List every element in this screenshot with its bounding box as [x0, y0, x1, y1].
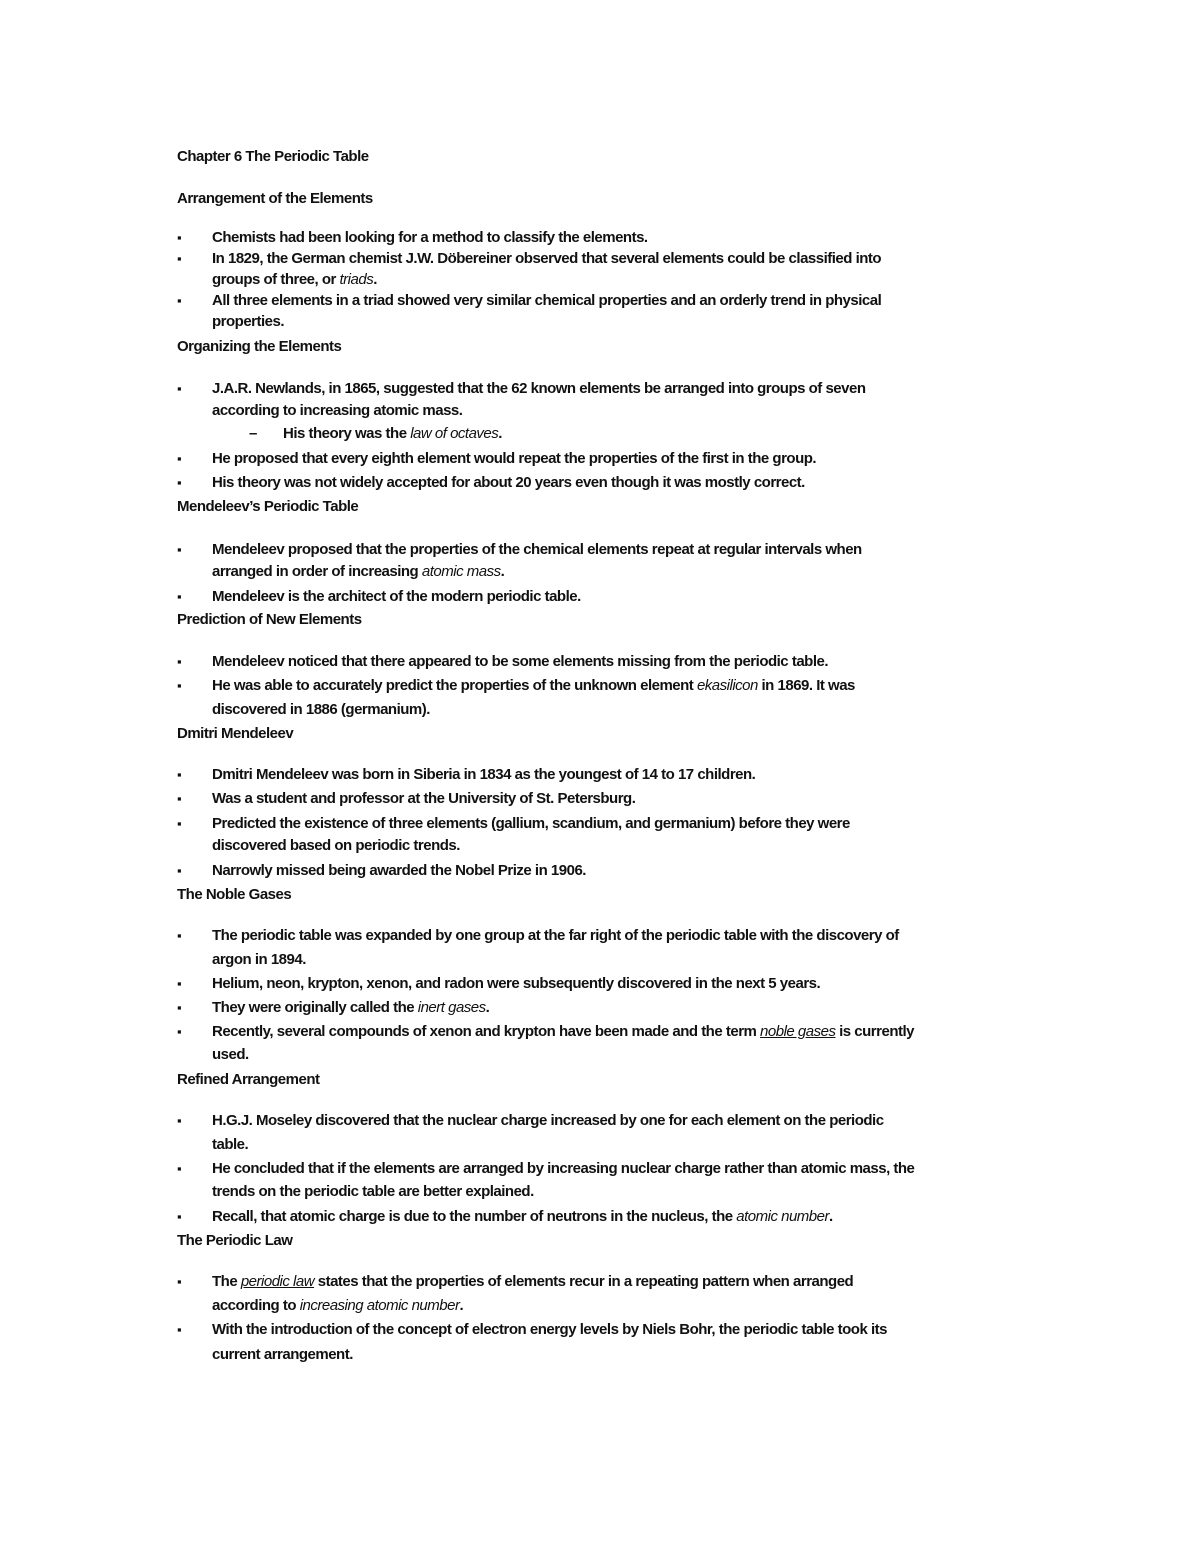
bullet-text-line	[212, 1022, 914, 1042]
bullet-icon: ▪	[177, 542, 182, 557]
text-run: Recall, that atomic charge is due to the number of neutrons in the nucleus, the	[212, 1208, 737, 1225]
bullet-icon: ▪	[177, 230, 182, 245]
text-run: The periodic table was expanded by one group at the far right of the periodic table with the discovery of	[212, 927, 899, 944]
text-run: Mendeleev proposed that the properties of the chemical elements repeat at regular intervals when	[212, 541, 862, 558]
text-run: His theory was not widely accepted for about 20 years even though it was mostly correct.	[212, 474, 805, 491]
text-run: His theory was the	[283, 425, 411, 442]
bullet-text-line	[212, 1272, 853, 1292]
bullet-text-line	[212, 950, 306, 970]
bullet-text-line	[212, 1345, 353, 1365]
underlined-term: periodic law	[240, 1273, 315, 1290]
text-run: He proposed that every eighth element would repeat the properties of the first in the group.	[212, 450, 817, 467]
text-run: .	[498, 425, 502, 442]
bullet-text-line	[212, 449, 816, 469]
bullet-icon: ▪	[177, 654, 182, 669]
bullet-text-line	[212, 700, 430, 720]
bullet-icon: ▪	[177, 791, 182, 806]
bullet-text-line	[212, 587, 581, 607]
bullet-text-line	[212, 270, 377, 290]
bullet-icon: ▪	[177, 1274, 182, 1289]
bullet-icon: ▪	[177, 1000, 182, 1015]
underlined-term: noble gases	[760, 1023, 836, 1040]
section-heading: Refined Arrangement	[177, 1071, 320, 1088]
page-title: Chapter 6 The Periodic Table	[177, 148, 369, 165]
bullet-text-line	[212, 1045, 249, 1065]
text-run: table.	[212, 1136, 249, 1153]
bullet-text-line	[212, 401, 462, 421]
italic-term: law of octaves	[410, 425, 499, 442]
bullet-text-line	[212, 676, 855, 696]
bullet-icon: ▪	[177, 678, 182, 693]
bullet-text-line	[212, 1111, 884, 1131]
text-run: is currently	[835, 1023, 914, 1040]
text-run: H.G.J. Moseley discovered that the nuclear charge increased by one for each element on the periodic	[212, 1112, 884, 1129]
text-run: With the introduction of the concept of electron energy levels by Niels Bohr, the periodic table took its	[212, 1321, 887, 1338]
text-run: Narrowly missed being awarded the Nobel Prize in 1906.	[212, 862, 586, 879]
text-run: states that the properties of elements recur in a repeating pattern when arranged	[314, 1273, 854, 1290]
bullet-text-line	[212, 1159, 914, 1179]
text-run: They were originally called the	[212, 999, 418, 1016]
bullet-text-line	[212, 1182, 534, 1202]
text-run: .	[485, 999, 490, 1016]
bullet-icon: ▪	[177, 1113, 182, 1128]
bullet-text-line	[212, 926, 899, 946]
bullet-icon: ▪	[177, 1024, 182, 1039]
bullet-icon: ▪	[177, 293, 182, 308]
bullet-icon: ▪	[177, 816, 182, 831]
bullet-text-line	[212, 998, 489, 1018]
bullet-icon: ▪	[177, 976, 182, 991]
dash-icon: –	[249, 425, 257, 442]
bullet-icon: ▪	[177, 863, 182, 878]
text-run: discovered in 1886 (germanium).	[212, 701, 430, 718]
text-run: trends on the periodic table are better explained.	[212, 1183, 534, 1200]
bullet-icon: ▪	[177, 1209, 182, 1224]
section-heading: Arrangement of the Elements	[177, 190, 373, 207]
bullet-text-line	[212, 540, 862, 560]
text-run: In 1829, the German chemist J.W. Döbereiner observed that several elements could be classified into	[212, 250, 882, 267]
text-run: .	[828, 1208, 833, 1225]
text-run: used.	[212, 1046, 249, 1063]
bullet-icon: ▪	[177, 589, 182, 604]
bullet-icon: ▪	[177, 251, 182, 266]
section-heading: Organizing the Elements	[177, 338, 342, 355]
bullet-text-line	[212, 1320, 887, 1340]
text-run: according to increasing atomic mass.	[212, 402, 463, 419]
italic-term: atomic number	[736, 1208, 829, 1225]
italic-term: increasing atomic number	[299, 1297, 460, 1314]
italic-term: atomic mass	[421, 563, 501, 580]
bullet-text-line	[212, 789, 635, 809]
text-run: argon in 1894.	[212, 951, 306, 968]
bullet-text-line	[212, 562, 504, 582]
text-run: .	[500, 563, 505, 580]
text-run: current arrangement.	[212, 1346, 353, 1363]
bullet-text-line	[212, 228, 648, 248]
text-run: Recently, several compounds of xenon and krypton have been made and the term	[212, 1023, 761, 1040]
bullet-text-line	[212, 473, 805, 493]
text-run: discovered based on periodic trends.	[212, 837, 460, 854]
bullet-icon: ▪	[177, 928, 182, 943]
bullet-icon: ▪	[177, 1322, 182, 1337]
text-run: Mendeleev is the architect of the modern periodic table.	[212, 588, 581, 605]
text-run: Dmitri Mendeleev was born in Siberia in 1834 as the youngest of 14 to 17 children.	[212, 766, 756, 783]
bullet-text-line	[212, 765, 755, 785]
italic-term: ekasilicon	[696, 677, 758, 694]
text-run: He was able to accurately predict the properties of the unknown element	[212, 677, 697, 694]
text-run: All three elements in a triad showed very similar chemical properties and an orderly trend in physical	[212, 292, 882, 309]
text-run: groups of three, or	[212, 271, 340, 288]
section-heading: Dmitri Mendeleev	[177, 725, 294, 742]
text-run: Was a student and professor at the University of St. Petersburg.	[212, 790, 636, 807]
text-run: properties.	[212, 313, 285, 330]
text-run: The	[212, 1273, 241, 1290]
italic-term: triads	[339, 271, 374, 288]
bullet-icon: ▪	[177, 451, 182, 466]
bullet-text-line	[212, 312, 284, 332]
text-run: .	[459, 1297, 464, 1314]
text-run: Mendeleev noticed that there appeared to be some elements missing from the periodic table.	[212, 653, 828, 670]
bullet-icon: ▪	[177, 1161, 182, 1176]
bullet-text-line	[212, 814, 850, 834]
text-run: .	[373, 271, 377, 288]
bullet-icon: ▪	[177, 475, 182, 490]
text-run: Chemists had been looking for a method to classify the elements.	[212, 229, 648, 246]
bullet-text-line	[212, 291, 881, 311]
text-run: in 1869. It was	[757, 677, 855, 694]
section-heading: Mendeleev’s Periodic Table	[177, 498, 359, 515]
bullet-icon: ▪	[177, 767, 182, 782]
text-run: J.A.R. Newlands, in 1865, suggested that the 62 known elements be arranged into groups of seven	[212, 380, 866, 397]
sub-bullet-text-line	[283, 424, 502, 444]
section-heading: The Noble Gases	[177, 886, 292, 903]
italic-term: inert gases	[417, 999, 486, 1016]
bullet-text-line	[212, 1207, 833, 1227]
bullet-text-line	[212, 652, 828, 672]
bullet-text-line	[212, 379, 866, 399]
text-run: arranged in order of increasing	[212, 563, 422, 580]
bullet-icon: ▪	[177, 381, 182, 396]
bullet-text-line	[212, 974, 820, 994]
text-run: according to	[212, 1297, 300, 1314]
bullet-text-line	[212, 249, 881, 269]
bullet-text-line	[212, 836, 460, 856]
text-run: Predicted the existence of three elements (gallium, scandium, and germanium) before they were	[212, 815, 850, 832]
text-run: Helium, neon, krypton, xenon, and radon were subsequently discovered in the next 5 years.	[212, 975, 821, 992]
section-heading: The Periodic Law	[177, 1232, 293, 1249]
section-heading: Prediction of New Elements	[177, 611, 362, 628]
text-run: He concluded that if the elements are arranged by increasing nuclear charge rather than atomic mass, the	[212, 1160, 915, 1177]
bullet-text-line	[212, 861, 586, 881]
bullet-text-line	[212, 1296, 463, 1316]
bullet-text-line	[212, 1135, 248, 1155]
